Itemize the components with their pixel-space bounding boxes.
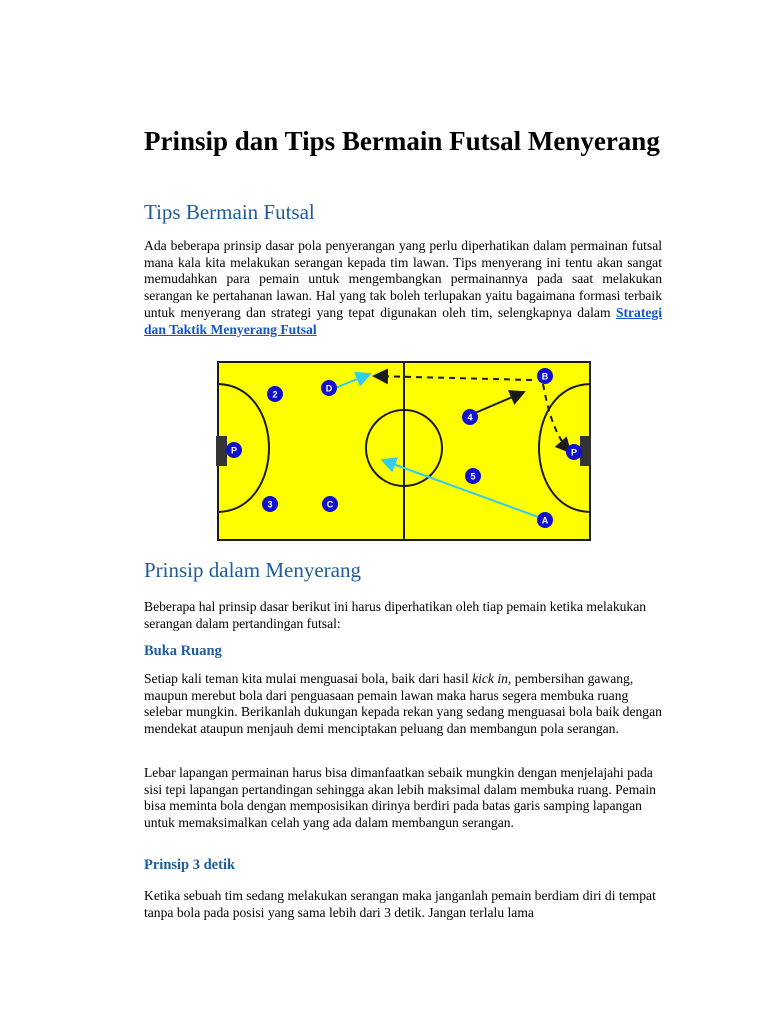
page-title: Prinsip dan Tips Bermain Futsal Menyerang bbox=[144, 126, 660, 156]
player-label-6: 5 bbox=[470, 471, 476, 482]
kick-in-term: kick in bbox=[472, 671, 508, 686]
buka-ruang-paragraph-1 bbox=[144, 671, 662, 738]
left-goal bbox=[216, 436, 227, 466]
section-heading-prinsip: Prinsip dalam Menyerang bbox=[144, 558, 361, 582]
buka-ruang-text-a: Setiap kali teman kita mulai menguasai bola, baik dari hasil bbox=[144, 671, 473, 686]
tips-paragraph bbox=[144, 238, 662, 338]
buka-ruang-paragraph-2: Lebar lapangan permainan harus bisa dimanfaatkan sebaik mungkin dengan menjelajahi pada sisi tepi lapangan pertandingan sehingga akan lebih maksimal dalam membuka ruang. Pemain bisa meminta bola dengan memposisikan dirinya berdiri pada batas garis samping lapangan untuk memaksimalkan celah yang ada dalam membangun serangan. bbox=[144, 765, 656, 831]
buka-ruang-text-b: , pembersihan gawang, maupun merebut bola dari penguasaan pemain lawan maka harus segera membuka ruang selebar mungkin. Berikanlah dukungan kepada rekan yang sedang menguasai bola baik dengan mendekat ataupun menjauh demi menciptakan peluang dan membangun pola serangan. bbox=[144, 671, 662, 737]
player-label-8: C bbox=[326, 499, 334, 510]
player-label-5: P bbox=[570, 447, 578, 458]
tips-paragraph-text: Ada beberapa prinsip dasar pola penyerangan yang perlu diperhatikan dalam permainan futsal mana kala kita melakukan serangan kepada tim lawan. Tips menyerang ini tentu akan sangat memudahkan para pemain untuk mengembangkan permainannya pada saat melakukan serangan ke pertahanan lawan. Hal yang tak boleh terlupakan yaitu bagaimana formasi terbaik untuk menyerang dan strategi yang tepat digunakan oleh tim, selengkapnya dalam bbox=[144, 238, 662, 320]
player-label-7: 3 bbox=[267, 499, 273, 510]
player-label-2: B bbox=[541, 371, 549, 382]
subheading-prinsip-3-detik: Prinsip 3 detik bbox=[144, 857, 236, 873]
player-label-4: P bbox=[230, 445, 238, 456]
subheading-buka-ruang: Buka Ruang bbox=[144, 643, 222, 659]
player-label-1: D bbox=[325, 383, 333, 394]
player-label-9: A bbox=[541, 515, 549, 526]
prinsip-3-detik-paragraph: Ketika sebuah tim sedang melakukan serangan maka janganlah pemain berdiam diri di tempat tanpa bola pada posisi yang sama lebih dari 3 detik. Jangan terlalu lama bbox=[144, 888, 656, 920]
player-label-0: 2 bbox=[272, 389, 278, 400]
prinsip-intro: Beberapa hal prinsip dasar berikut ini harus diperhatikan oleh tiap pemain ketika melakukan serangan dalam pertandingan futsal: bbox=[144, 599, 647, 631]
section-heading-tips: Tips Bermain Futsal bbox=[144, 200, 315, 224]
strategy-link[interactable]: Strategi dan Taktik Menyerang Futsal bbox=[144, 304, 662, 337]
futsal-court-diagram bbox=[214, 360, 594, 542]
player-label-3: 4 bbox=[467, 412, 473, 423]
